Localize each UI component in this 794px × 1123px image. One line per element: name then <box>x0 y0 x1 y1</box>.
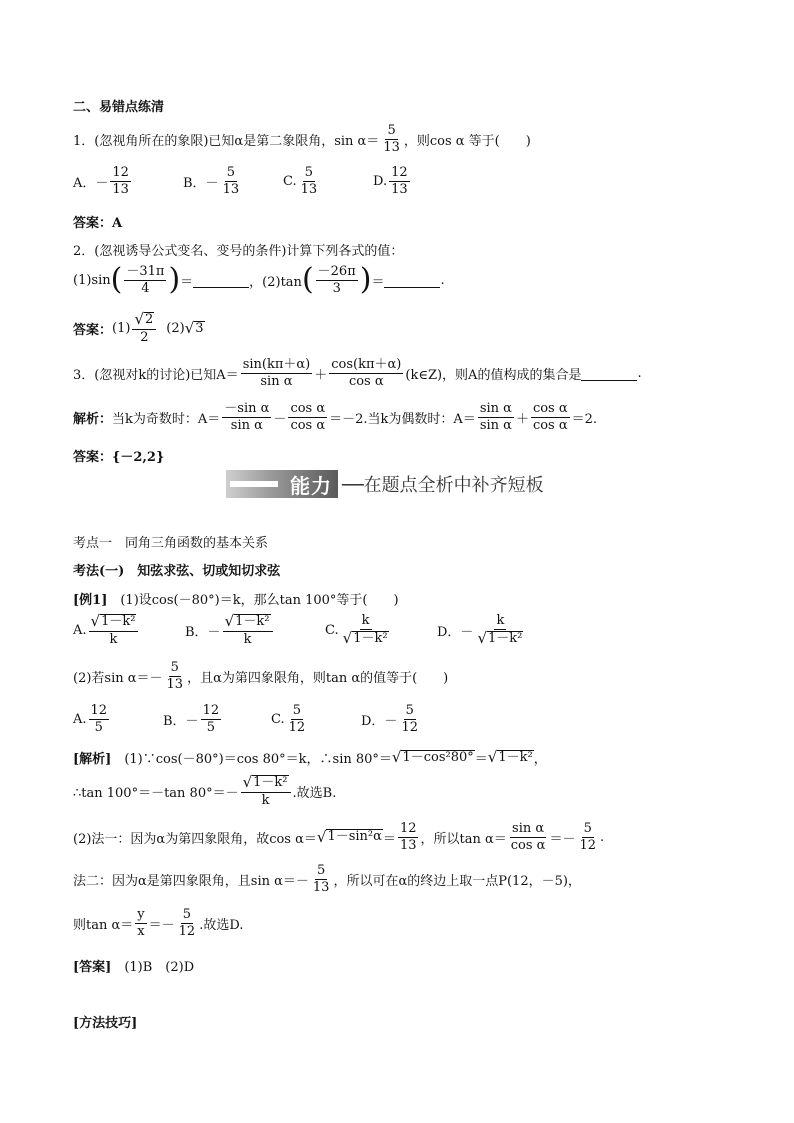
question-2-parts: (1)sin ( $\frac{-31\pi}{4}$ ) ＝ ，(2)tan ( $\frac{-26\pi}{3}$ ) ＝ . <box>73 262 445 298</box>
option-d: D．－ $\frac{5}{12}$ <box>361 703 418 735</box>
fraction: $\frac{\text{cos α}}{\text{cos α}}$ <box>532 401 568 433</box>
method-tips-heading: [方法技巧] <box>73 1016 138 1031</box>
fraction: √ 1－k² k <box>241 775 291 808</box>
answer-blank <box>193 273 249 288</box>
fraction: $\frac{\text{－sin α}}{\text{sin α}}$ <box>224 401 270 433</box>
fraction: $\frac{\text{sin α}}{\text{cos α}}$ <box>510 821 546 853</box>
option-c: C. $\frac{5}{12}$ <box>271 703 306 735</box>
question-2-stem: 2．(忽视诱导公式变名、变号的条件)计算下列各式的值： <box>73 244 404 259</box>
option-c: C. $\frac{5}{13}$ <box>283 165 318 197</box>
example-1-answer: [答案] (1)B (2)D <box>73 960 195 975</box>
option-a: A. $\frac{12}{5}$ <box>73 703 108 735</box>
solution-line-1: [解析] (1)∵cos(－80°)＝cos 80°＝k，∴sin 80°＝ √ 1－cos²80° ＝ √ 1－k² ， <box>73 748 547 767</box>
solution-line-3: (2)法一：因为α为第四象限角，故cos α＝ √ 1－sin²α ＝ $\frac{12}{13}$ ，所以tan α＝ $\frac{\text{sin α}}{\text{cos α}}$ ＝－ $\frac{5}{12}$ . <box>73 821 605 853</box>
answer-blank <box>581 366 637 381</box>
example-1-part-2-options <box>73 704 452 734</box>
topic-heading: 考点一 同角三角函数的基本关系 <box>73 536 269 551</box>
fraction: $\frac{5}{13}$ <box>383 123 400 155</box>
example-1-options <box>73 614 557 647</box>
option-b: B．－ √ 1－k² k <box>185 614 295 647</box>
fraction: $\frac{\text{cos α}}{\text{cos α}}$ <box>290 401 326 433</box>
fraction: $\frac{\text{sin α}}{\text{sin α}}$ <box>479 401 512 433</box>
fraction: $\frac{y}{x}$ <box>137 907 145 939</box>
ability-banner <box>226 470 544 498</box>
option-b: B．－ $\frac{5}{13}$ <box>183 165 240 197</box>
section-title: 二、易错点练清 <box>73 100 165 115</box>
question-3-solution: 解析： 当k为奇数时：A＝ $\frac{\text{－sin α}}{\text{sin α}}$ － $\frac{\text{cos α}}{\text{cos α}}$ ＝－2.当k为偶数时：A＝ $\frac{\text{sin α}}{\text{sin α}}$ ＋ $\frac{\text{cos α}}{\text{cos α}}$ ＝2. <box>73 401 598 433</box>
fraction: √ 2 2 <box>132 312 156 345</box>
answer-blank <box>384 273 440 288</box>
fraction: $\frac{-31\pi}{4}$ <box>126 264 165 296</box>
fraction: $\frac{\cos(k\pi+\alpha)}{\text{cos α}}$ <box>331 357 402 389</box>
question-1-tail: ，则cos α 等于( ) <box>403 133 531 149</box>
solution-line-4: 法二：因为α是第四象限角，且sin α＝－ $\frac{5}{13}$ ，所以可在α的终边上取一点P(12，－5)， <box>73 863 581 895</box>
fraction: $\frac{-26\pi}{3}$ <box>317 264 356 296</box>
question-1-options <box>73 166 442 196</box>
example-1-stem: [例1] (1)设cos(－80°)＝k，那么tan 100°等于( ) <box>73 593 399 608</box>
fraction: $\frac{5}{12}$ <box>579 821 597 853</box>
fraction: $\frac{5}{13}$ <box>166 660 184 692</box>
solution-line-5: 则tan α＝ $\frac{y}{x}$ ＝－ $\frac{5}{12}$ .故选D. <box>73 907 244 939</box>
question-3-answer: 答案：{－2,2} <box>73 450 165 465</box>
option-b: B．－ $\frac{12}{5}$ <box>163 703 220 735</box>
banner-block <box>226 470 338 498</box>
fraction: $\frac{\sin(k\pi+\alpha)}{\text{sin α}}$ <box>242 357 311 389</box>
solution-line-2: ∴tan 100°＝－tan 80°＝－ √ 1－k² k .故选B. <box>73 773 337 808</box>
banner-subtitle: ──在题点全析中补齐短板 <box>342 475 544 496</box>
option-d: D．－ k √ 1－k² <box>437 613 523 647</box>
question-2-answer: 答案： (1) √ 2 2 (2) √ 3 <box>73 310 204 345</box>
question-3: 3．(忽视对k的讨论)已知A＝ $\frac{\sin(k\pi+\alpha)}{\text{sin α}}$ ＋ $\frac{\cos(k\pi+\alpha)}{\text{cos α}}$ (k∈Z)，则A的值构成的集合是 . <box>73 357 642 389</box>
question-1-stem: 1．(忽视角所在的象限)已知α是第二象限角，sin α＝ <box>73 133 380 149</box>
fraction: $\frac{5}{12}$ <box>178 907 196 939</box>
option-a: A. √ 1－k² k <box>73 614 155 647</box>
method-heading: 考法(一) 知弦求弦、切或知切求弦 <box>73 564 281 579</box>
option-d: D. $\frac{12}{13}$ <box>373 165 408 197</box>
question-1 <box>73 124 531 154</box>
fraction: $\frac{12}{13}$ <box>399 821 417 853</box>
example-1-part-2: (2)若sin α＝－ $\frac{5}{13}$ ，且α为第四象限角，则tan α的值等于( ) <box>73 660 449 692</box>
question-1-answer: 答案：A <box>73 216 123 231</box>
option-a: A．－ $\frac{12}{13}$ <box>73 165 129 197</box>
banner-title: 能力 <box>290 473 332 498</box>
fraction: $\frac{5}{13}$ <box>312 863 330 895</box>
option-c: C. k √ 1－k² <box>325 613 388 647</box>
